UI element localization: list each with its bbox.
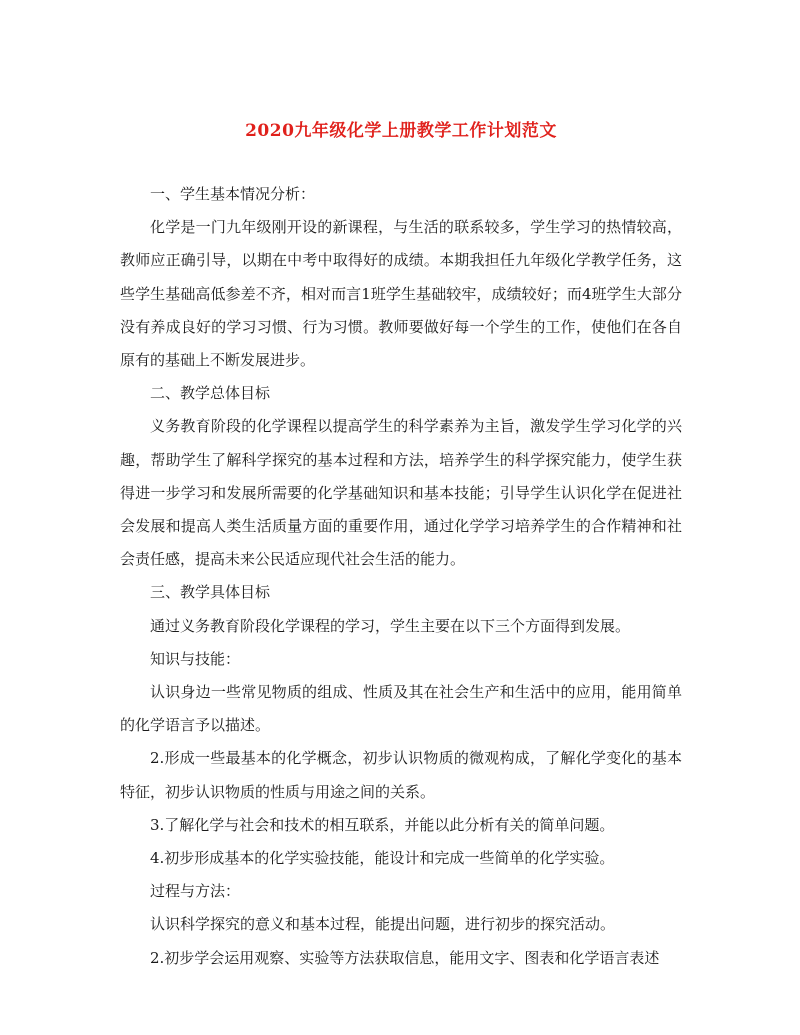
section-heading-1: 一、学生基本情况分析： bbox=[150, 185, 316, 203]
list-item: 认识科学探究的意义和基本过程，能提出问题，进行初步的探究活动。 bbox=[150, 915, 616, 934]
document-title: 2020九年级化学上册教学工作计划范文 bbox=[245, 121, 557, 141]
subheading-process-method: 过程与方法： bbox=[150, 882, 241, 901]
document-body bbox=[120, 178, 682, 975]
paragraph-intro-goals: 通过义务教育阶段化学课程的学习，学生主要在以下三个方面得到发展。 bbox=[150, 616, 631, 635]
paragraph-overall-goal: 义务教育阶段的化学课程以提高学生的科学素养为主旨，激发学生学习化学的兴趣，帮助学生了解科学探究的基本过程和方法，培养学生的科学探究能力，使学生获得进一步学习和发展所需要的化学基础知识和基本技能；引导学生认识化学在促进社会发展和提高人类生活质量方面的重要作用，通过化学学习培养学生的合作精神和社会责任感，提高未来公民适应现代社会生活的能力。 bbox=[120, 417, 682, 569]
section-heading-3: 三、教学具体目标 bbox=[150, 583, 271, 602]
paragraph-student-analysis: 化学是一门九年级刚开设的新课程，与生活的联系较多，学生学习的热情较高，教师应正确引导，以期在中考中取得好的成绩。本期我担任九年级化学教学任务，这些学生基础高低参差不齐，相对而言1班学生基础较牢，成绩较好；而4班学生大部分没有养成良好的学习习惯、行为习惯。教师要做好每一个学生的工作，使他们在各自原有的基础上不断发展进步。 bbox=[120, 218, 682, 370]
list-item: 4.初步形成基本的化学实验技能，能设计和完成一些简单的化学实验。 bbox=[150, 849, 615, 868]
list-item: 2.初步学会运用观察、实验等方法获取信息，能用文字、图表和化学语言表述 bbox=[150, 948, 660, 967]
list-item: 认识身边一些常见物质的组成、性质及其在社会生产和生活中的应用，能用简单的化学语言予以描述。 bbox=[120, 683, 682, 735]
list-item: 2.形成一些最基本的化学概念，初步认识物质的微观构成，了解化学变化的基本特征，初步认识物质的性质与用途之间的关系。 bbox=[120, 749, 682, 801]
list-item: 3.了解化学与社会和技术的相互联系，并能以此分析有关的简单问题。 bbox=[150, 815, 615, 834]
subheading-knowledge-skills: 知识与技能： bbox=[150, 649, 241, 668]
section-heading-2: 二、教学总体目标 bbox=[150, 384, 271, 403]
